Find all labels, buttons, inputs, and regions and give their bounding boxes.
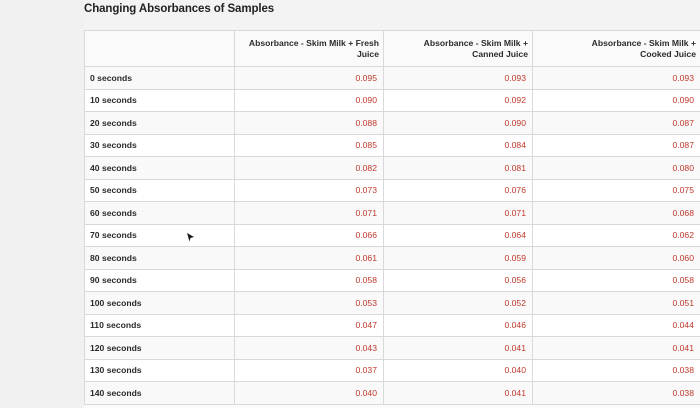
table-cell[interactable]: 0.038 bbox=[533, 382, 700, 405]
table-cell[interactable]: 0.093 bbox=[384, 67, 533, 90]
table-cell[interactable]: 0.071 bbox=[384, 202, 533, 225]
column-header[interactable] bbox=[533, 31, 700, 67]
table-cell[interactable]: 0.075 bbox=[533, 179, 700, 202]
table-row bbox=[85, 292, 700, 315]
table-cell[interactable]: 0.095 bbox=[235, 67, 384, 90]
row-label[interactable]: 30 seconds bbox=[85, 134, 235, 157]
row-label[interactable]: 50 seconds bbox=[85, 179, 235, 202]
absorbance-table bbox=[84, 30, 700, 405]
table-cell[interactable]: 0.058 bbox=[235, 269, 384, 292]
table-row bbox=[85, 269, 700, 292]
row-label[interactable]: 140 seconds bbox=[85, 382, 235, 405]
column-header[interactable] bbox=[235, 31, 384, 67]
data-sheet bbox=[84, 30, 700, 408]
table-row bbox=[85, 224, 700, 247]
table-row bbox=[85, 134, 700, 157]
column-header[interactable] bbox=[384, 31, 533, 67]
table-cell[interactable]: 0.093 bbox=[533, 67, 700, 90]
corner-cell[interactable] bbox=[85, 31, 235, 67]
table-row bbox=[85, 247, 700, 270]
table-cell[interactable]: 0.038 bbox=[533, 359, 700, 382]
table-cell[interactable]: 0.041 bbox=[533, 337, 700, 360]
table-cell[interactable]: 0.076 bbox=[384, 179, 533, 202]
page-title: Changing Absorbances of Samples bbox=[84, 3, 275, 15]
table-cell[interactable]: 0.041 bbox=[384, 337, 533, 360]
table-cell[interactable]: 0.044 bbox=[533, 314, 700, 337]
row-label[interactable]: 60 seconds bbox=[85, 202, 235, 225]
table-cell[interactable]: 0.087 bbox=[533, 112, 700, 135]
table-cell[interactable]: 0.080 bbox=[533, 157, 700, 180]
table-header-row bbox=[85, 31, 700, 67]
table-cell[interactable]: 0.064 bbox=[384, 224, 533, 247]
table-cell[interactable]: 0.043 bbox=[235, 337, 384, 360]
table-cell[interactable]: 0.059 bbox=[384, 247, 533, 270]
left-margin bbox=[0, 0, 84, 408]
row-label[interactable]: 90 seconds bbox=[85, 269, 235, 292]
table-cell[interactable]: 0.058 bbox=[533, 269, 700, 292]
table-cell[interactable]: 0.062 bbox=[533, 224, 700, 247]
table-row bbox=[85, 157, 700, 180]
table-body bbox=[85, 67, 700, 405]
table-cell[interactable]: 0.051 bbox=[533, 292, 700, 315]
table-cell[interactable]: 0.040 bbox=[384, 359, 533, 382]
table-row bbox=[85, 202, 700, 225]
table-cell[interactable]: 0.047 bbox=[235, 314, 384, 337]
row-label[interactable]: 0 seconds bbox=[85, 67, 235, 90]
table-cell[interactable]: 0.066 bbox=[235, 224, 384, 247]
table-row bbox=[85, 337, 700, 360]
table-cell[interactable]: 0.090 bbox=[384, 112, 533, 135]
table-cell[interactable]: 0.082 bbox=[235, 157, 384, 180]
table-row bbox=[85, 314, 700, 337]
row-label[interactable]: 120 seconds bbox=[85, 337, 235, 360]
table-cell[interactable]: 0.037 bbox=[235, 359, 384, 382]
table-cell[interactable]: 0.085 bbox=[235, 134, 384, 157]
row-label[interactable]: 10 seconds bbox=[85, 89, 235, 112]
table-row bbox=[85, 382, 700, 405]
table-row bbox=[85, 67, 700, 90]
table-cell[interactable]: 0.052 bbox=[384, 292, 533, 315]
row-label[interactable]: 20 seconds bbox=[85, 112, 235, 135]
row-label[interactable]: 40 seconds bbox=[85, 157, 235, 180]
table-cell[interactable]: 0.088 bbox=[235, 112, 384, 135]
table-cell[interactable]: 0.090 bbox=[533, 89, 700, 112]
table-cell[interactable]: 0.068 bbox=[533, 202, 700, 225]
table-cell[interactable]: 0.087 bbox=[533, 134, 700, 157]
row-label[interactable]: 80 seconds bbox=[85, 247, 235, 270]
table-cell[interactable]: 0.046 bbox=[384, 314, 533, 337]
mouse-pointer-icon bbox=[186, 233, 195, 242]
table-cell[interactable]: 0.040 bbox=[235, 382, 384, 405]
table-cell[interactable]: 0.073 bbox=[235, 179, 384, 202]
table-cell[interactable]: 0.081 bbox=[384, 157, 533, 180]
table-cell[interactable]: 0.071 bbox=[235, 202, 384, 225]
table-row bbox=[85, 179, 700, 202]
table-cell[interactable]: 0.061 bbox=[235, 247, 384, 270]
table-cell[interactable]: 0.053 bbox=[235, 292, 384, 315]
row-label[interactable]: 130 seconds bbox=[85, 359, 235, 382]
table-cell[interactable]: 0.041 bbox=[384, 382, 533, 405]
table-cell[interactable]: 0.090 bbox=[235, 89, 384, 112]
table-cell[interactable]: 0.084 bbox=[384, 134, 533, 157]
table-cell[interactable]: 0.056 bbox=[384, 269, 533, 292]
column-header-label: Absorbance - Skim Milk + Canned Juice bbox=[423, 37, 528, 59]
row-label[interactable]: 110 seconds bbox=[85, 314, 235, 337]
row-label[interactable]: 100 seconds bbox=[85, 292, 235, 315]
row-label[interactable]: 70 seconds bbox=[85, 224, 235, 247]
table-cell[interactable]: 0.060 bbox=[533, 247, 700, 270]
table-row bbox=[85, 112, 700, 135]
table-cell[interactable]: 0.092 bbox=[384, 89, 533, 112]
column-header-label: Absorbance - Skim Milk + Cooked Juice bbox=[591, 37, 696, 59]
column-header-label: Absorbance - Skim Milk + Fresh Juice bbox=[248, 37, 379, 59]
table-row bbox=[85, 89, 700, 112]
table-row bbox=[85, 359, 700, 382]
